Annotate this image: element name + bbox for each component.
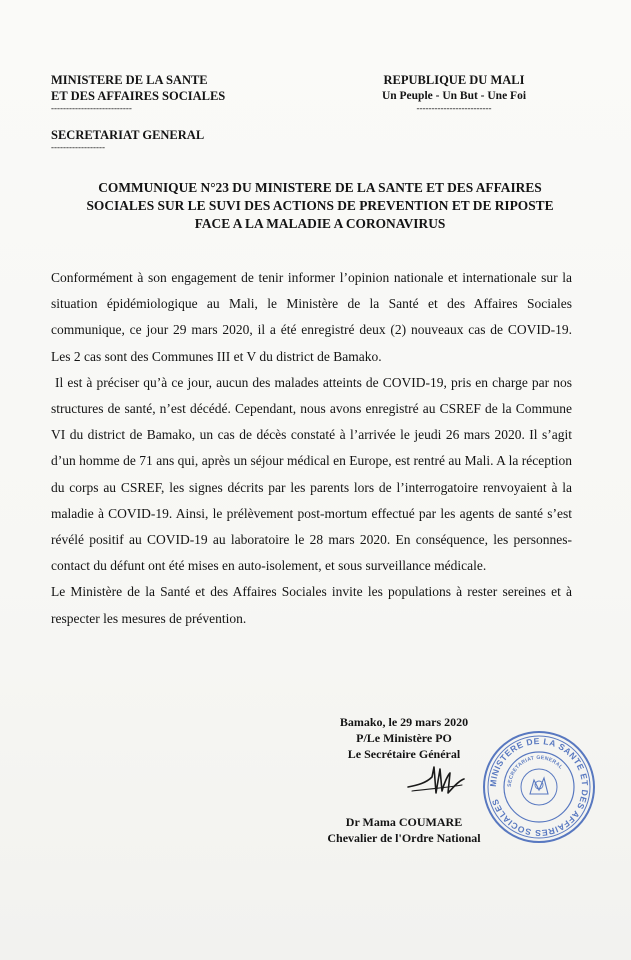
official-stamp: [480, 728, 598, 846]
body-paragraph-1: Conformément à son engagement de tenir informer l’opinion nationale et internationale sur la situation épidémiologique au Mali, le Ministère de la Santé et des Affaires Sociales communique, ce jour 29 mars 2020, il a été enregistré deux (2) nouveaux cas de COVID-19. Les 2 cas sont des Communes III et V du district de Bamako.: [51, 270, 572, 364]
communique-title: [60, 179, 580, 233]
republic-name: REPUBLIQUE DU MALI: [383, 73, 525, 87]
secretariat-divider: ------------------: [51, 142, 105, 152]
signatory-role: Le Secrétaire Général: [347, 747, 461, 761]
stamp-inner-text: SECRETARIAT GENERAL: [506, 754, 564, 788]
ministry-divider: ---------------------------: [51, 103, 132, 113]
ministry-name-line2: ET DES AFFAIRES SOCIALES: [51, 89, 226, 103]
title-line-1: COMMUNIQUE N°23 DU MINISTERE DE LA SANTE ET DES AFFAIRES: [98, 180, 542, 195]
delegation-line: P/Le Ministère PO: [356, 731, 452, 745]
stamp-ring-text: MINISTERE DE LA SANTE ET DES AFFAIRES SOCIALES: [487, 735, 591, 839]
handwritten-signature: [404, 763, 468, 799]
title-line-3: FACE A LA MALADIE A CORONAVIRUS: [194, 216, 446, 231]
republic-header: [376, 72, 532, 113]
signatory-honor: Chevalier de l'Ordre National: [327, 831, 481, 845]
signatory-name: Dr Mama COUMARE: [345, 815, 463, 829]
republic-divider: -------------------------: [416, 103, 492, 113]
ministry-header: [51, 72, 225, 152]
svg-text:MINISTERE DE LA SANTE ET DES A: [488, 736, 590, 838]
body-paragraph-2: Il est à préciser qu’à ce jour, aucun des malades atteints de COVID-19, pris en charge par nos structures de santé, n’est décédé. Cependant, nous avons enregistré au CSREF de la Commune VI du district de Bamako, un cas de décès constaté à l’arrivée le jeudi 26 mars 2020. Il s’agit d’un homme de 71 ans qui, après un séjour médical en Europe, est rentré au Mali. A la réception du corps au CSREF, les signes décrits par les parents lors de l’interrogatoire renvoyaient à la maladie à COVID-19. Ainsi, le prélèvement post-mortum effectué par les agents de santé s’est révélé positif au COVID-19 au laboratoire le 28 mars 2020. En conséquence, les personnes-contact du défunt ont été mises en auto-isolement, et sous surveillance médicale.: [51, 374, 572, 574]
place-date: Bamako, le 29 mars 2020: [339, 715, 469, 729]
communique-body: [51, 265, 572, 632]
ministry-name-line1: MINISTERE DE LA SANTE: [51, 73, 208, 87]
secretariat-label: SECRETARIAT GENERAL: [51, 128, 205, 142]
title-line-2: SOCIALES SUR LE SUVI DES ACTIONS DE PREVENTION ET DE RIPOSTE: [86, 198, 554, 213]
national-motto: Un Peuple - Un But - Une Foi: [381, 90, 527, 102]
body-paragraph-3: Le Ministère de la Santé et des Affaires Sociales invite les populations à rester sereines et à respecter les mesures de prévention.: [51, 584, 572, 626]
